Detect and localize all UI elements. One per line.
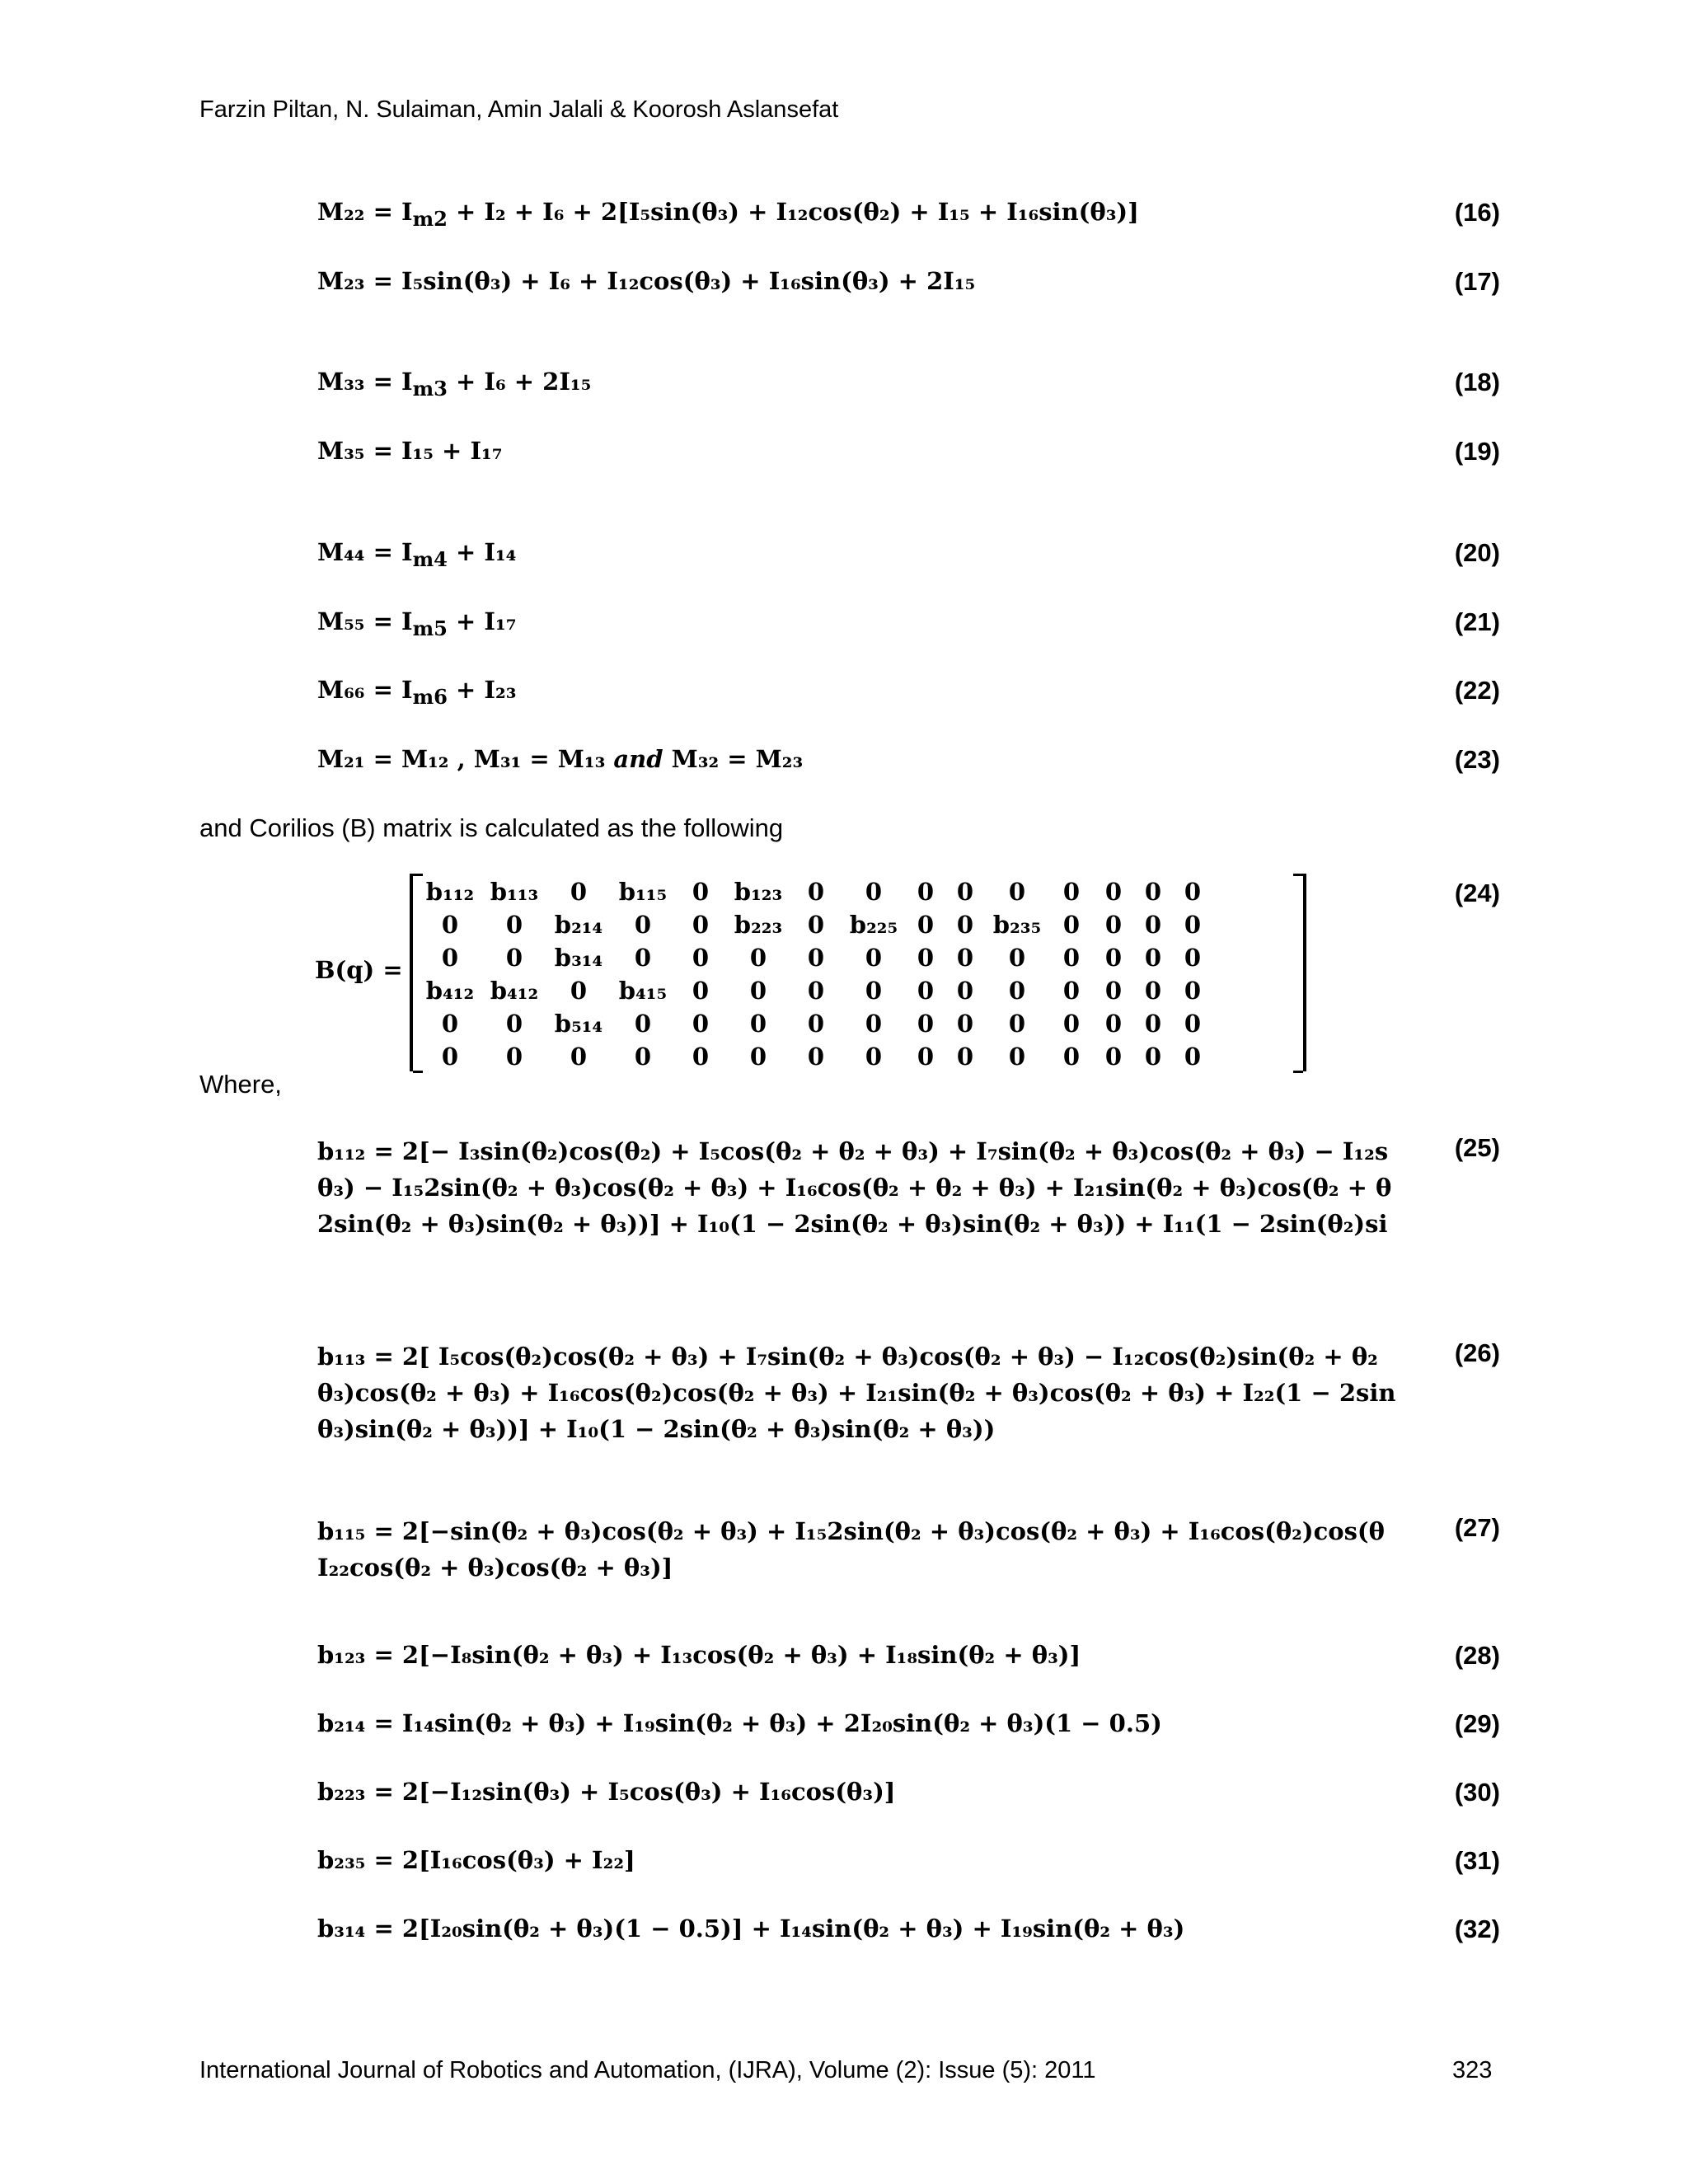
matrix-cell: 0 xyxy=(807,1010,825,1038)
matrix-cell: 0 xyxy=(956,944,974,972)
equation-22: $M_{66} = I_{m6} + I_{23}$ xyxy=(317,676,517,709)
equation-number-27: (27) xyxy=(1454,1513,1500,1542)
matrix-cell: 0 xyxy=(692,1010,710,1038)
matrix-cell: b₂₁₄ xyxy=(554,911,603,939)
matrix-label: B(q) = xyxy=(315,956,403,984)
matrix-cell: 0 xyxy=(917,911,935,939)
matrix-cell: b₄₁₂ xyxy=(425,977,475,1005)
page-number: 323 xyxy=(1452,2057,1493,2083)
matrix-cell: 0 xyxy=(1008,944,1026,972)
matrix-cell: 0 xyxy=(1144,977,1162,1005)
equation-20: $M_{44} = I_{m4} + I_{14}$ xyxy=(317,538,517,571)
matrix-cell: 0 xyxy=(1104,911,1123,939)
running-header: Farzin Piltan, N. Sulaiman, Amin Jalali & Koorosh Aslansefat xyxy=(199,96,839,123)
equation-26-line-1: b₁₁₃ = 2[ I₅cos(θ₂)cos(θ₂ + θ₃) + I₇sin(θ₂ + θ₃)cos(θ₂ + θ₃) − I₁₂cos(θ₂)sin(θ₂ + θ₂ xyxy=(317,1343,1378,1371)
matrix-cell: 0 xyxy=(441,1010,459,1038)
matrix-row xyxy=(418,974,1212,1007)
equation-26-line-2: θ₃)cos(θ₂ + θ₃) + I₁₆cos(θ₂)cos(θ₂ + θ₃) + I₂₁sin(θ₂ + θ₃)cos(θ₂ + θ₃) + I₂₂(1 − 2sin xyxy=(317,1379,1396,1407)
equation-number-31: (31) xyxy=(1454,1846,1500,1875)
matrix-cell: 0 xyxy=(570,1043,588,1071)
matrix-cell: 0 xyxy=(1062,1043,1081,1071)
matrix-cell: 0 xyxy=(1144,878,1162,906)
equation-19: M₃₅ = I₁₅ + I₁₇ xyxy=(317,437,503,465)
equation-28: b₁₂₃ = 2[−I₈sin(θ₂ + θ₃) + I₁₃cos(θ₂ + θ₃) + I₁₈sin(θ₂ + θ₃)] xyxy=(317,1641,1081,1669)
where-label: Where, xyxy=(199,1070,282,1099)
matrix-table xyxy=(418,875,1212,1073)
equation-number-28: (28) xyxy=(1454,1641,1500,1670)
matrix-cell: 0 xyxy=(917,1010,935,1038)
matrix-cell: 0 xyxy=(865,1043,883,1071)
equation-26 xyxy=(317,1338,1405,1447)
matrix-cell: 0 xyxy=(749,977,767,1005)
matrix-cell: 0 xyxy=(1184,878,1202,906)
equation-number-17: (17) xyxy=(1454,267,1500,296)
equation-30: b₂₂₃ = 2[−I₁₂sin(θ₃) + I₅cos(θ₃) + I₁₆cos(θ₃)] xyxy=(317,1778,896,1806)
equation-27 xyxy=(317,1513,1405,1586)
matrix-cell: 0 xyxy=(1008,878,1026,906)
equation-number-18: (18) xyxy=(1454,368,1500,396)
matrix-cell: 0 xyxy=(570,977,588,1005)
matrix-cell: 0 xyxy=(634,944,652,972)
equation-number-20: (20) xyxy=(1454,538,1500,567)
matrix-cell: 0 xyxy=(1184,1043,1202,1071)
matrix-cell: 0 xyxy=(1008,1043,1026,1071)
matrix-cell: 0 xyxy=(634,1010,652,1038)
journal-footer: International Journal of Robotics and Automation, (IJRA), Volume (2): Issue (5): 2011 xyxy=(199,2057,1096,2083)
matrix-cell: 0 xyxy=(692,977,710,1005)
matrix-cell: 0 xyxy=(807,977,825,1005)
equation-number-24: (24) xyxy=(1454,879,1500,907)
equation-number-25: (25) xyxy=(1454,1133,1500,1162)
matrix-cell: 0 xyxy=(865,1010,883,1038)
equation-27-line-2: I₂₂cos(θ₂ + θ₃)cos(θ₂ + θ₃)] xyxy=(317,1554,673,1582)
equation-number-32: (32) xyxy=(1454,1915,1500,1943)
matrix-cell: 0 xyxy=(505,911,523,939)
equation-27-line-1: b₁₁₅ = 2[−sin(θ₂ + θ₃)cos(θ₂ + θ₃) + I₁₅2sin(θ₂ + θ₃)cos(θ₂ + θ₃) + I₁₆cos(θ₂)cos(θ xyxy=(317,1517,1385,1545)
equation-number-16: (16) xyxy=(1454,198,1500,227)
matrix-cell: b₂₃₅ xyxy=(992,911,1042,939)
matrix-cell: 0 xyxy=(865,944,883,972)
matrix-cell: 0 xyxy=(1104,944,1123,972)
matrix-cell: 0 xyxy=(505,1043,523,1071)
matrix-cell: 0 xyxy=(956,977,974,1005)
matrix-cell: 0 xyxy=(692,944,710,972)
matrix-cell: 0 xyxy=(1184,1010,1202,1038)
matrix-cell: 0 xyxy=(692,1043,710,1071)
matrix-cell: 0 xyxy=(917,977,935,1005)
equation-number-26: (26) xyxy=(1454,1338,1500,1367)
matrix-cell: 0 xyxy=(865,878,883,906)
matrix-cell: 0 xyxy=(1144,911,1162,939)
matrix-cell: 0 xyxy=(692,878,710,906)
equation-number-29: (29) xyxy=(1454,1709,1500,1738)
matrix-cell: 0 xyxy=(505,1010,523,1038)
matrix-cell: 0 xyxy=(1062,977,1081,1005)
matrix-cell: 0 xyxy=(917,878,935,906)
matrix-cell: 0 xyxy=(749,944,767,972)
equation-32: b₃₁₄ = 2[I₂₀sin(θ₂ + θ₃)(1 − 0.5)] + I₁₄sin(θ₂ + θ₃) + I₁₉sin(θ₂ + θ₃) xyxy=(317,1915,1185,1943)
matrix-cell: 0 xyxy=(1062,1010,1081,1038)
matrix-cell: b₁₁₅ xyxy=(618,878,668,906)
matrix-cell: 0 xyxy=(441,1043,459,1071)
matrix-cell: 0 xyxy=(807,944,825,972)
matrix-cell: 0 xyxy=(807,1043,825,1071)
equation-16: $M_{22} = I_{m2} + I_2 + I_6 + 2[I_5\sin(\theta_3) + I_{12}\cos(\theta_2) + I_{15} + I_{16}\sin(\theta_3)]$ xyxy=(317,198,1139,231)
matrix-cell: 0 xyxy=(865,977,883,1005)
matrix-cell: 0 xyxy=(1144,1043,1162,1071)
matrix-cell: 0 xyxy=(1104,977,1123,1005)
equation-25-line-3: 2sin(θ₂ + θ₃)sin(θ₂ + θ₃))] + I₁₀(1 − 2sin(θ₂ + θ₃)sin(θ₂ + θ₃)) + I₁₁(1 − 2sin(θ₂)si xyxy=(317,1210,1388,1238)
matrix-cell: 0 xyxy=(1104,1010,1123,1038)
matrix-cell: 0 xyxy=(956,911,974,939)
matrix-row xyxy=(418,875,1212,908)
matrix-cell: 0 xyxy=(807,878,825,906)
matrix-cell: 0 xyxy=(1008,1010,1026,1038)
equation-18: $M_{33} = I_{m3} + I_6 + 2I_{15}$ xyxy=(317,368,592,401)
matrix-cell: 0 xyxy=(917,944,935,972)
matrix-cell: 0 xyxy=(1104,1043,1123,1071)
matrix-cell: b₃₁₄ xyxy=(554,944,603,972)
matrix-row xyxy=(418,1040,1212,1073)
matrix-cell: 0 xyxy=(1062,944,1081,972)
equation-25-line-1: b₁₁₂ = 2[− I₃sin(θ₂)cos(θ₂) + I₅cos(θ₂ + θ₂ + θ₃) + I₇sin(θ₂ + θ₃)cos(θ₂ + θ₃) − I₁₂s xyxy=(317,1137,1389,1165)
matrix-cell: 0 xyxy=(1008,977,1026,1005)
matrix-cell: 0 xyxy=(956,1010,974,1038)
matrix-cell: b₄₁₂ xyxy=(490,977,539,1005)
equation-25 xyxy=(317,1133,1405,1242)
equation-17: M₂₃ = I₅sin(θ₃) + I₆ + I₁₂cos(θ₃) + I₁₆sin(θ₃) + 2I₁₅ xyxy=(317,267,976,295)
matrix-cell: 0 xyxy=(570,878,588,906)
matrix-cell: 0 xyxy=(1144,1010,1162,1038)
matrix-cell: 0 xyxy=(441,911,459,939)
intro-paragraph: and Corilios (B) matrix is calculated as the following xyxy=(199,813,784,842)
matrix-cell: 0 xyxy=(1062,878,1081,906)
matrix-cell: b₁₁₂ xyxy=(425,878,475,906)
matrix-cell: 0 xyxy=(956,878,974,906)
equation-number-21: (21) xyxy=(1454,607,1500,636)
matrix-cell: b₄₁₅ xyxy=(618,977,668,1005)
matrix-row xyxy=(418,908,1212,941)
matrix-cell: b₅₁₄ xyxy=(554,1010,603,1038)
matrix-cell: b₂₂₅ xyxy=(849,911,898,939)
matrix-cell: b₁₂₃ xyxy=(734,878,783,906)
matrix-cell: 0 xyxy=(505,944,523,972)
equation-31: b₂₃₅ = 2[I₁₆cos(θ₃) + I₂₂] xyxy=(317,1846,635,1874)
matrix-cell: 0 xyxy=(917,1043,935,1071)
equation-number-19: (19) xyxy=(1454,437,1500,466)
equation-number-30: (30) xyxy=(1454,1778,1500,1807)
matrix-row xyxy=(418,1007,1212,1040)
equation-number-22: (22) xyxy=(1454,676,1500,705)
matrix-cell: 0 xyxy=(692,911,710,939)
equation-25-line-2: θ₃) − I₁₅2sin(θ₂ + θ₃)cos(θ₂ + θ₃) + I₁₆cos(θ₂ + θ₂ + θ₃) + I₂₁sin(θ₂ + θ₃)cos(θ₂ + θ xyxy=(317,1174,1392,1202)
matrix-cell: 0 xyxy=(1184,977,1202,1005)
matrix-cell: 0 xyxy=(956,1043,974,1071)
equation-23: M₂₁ = M₁₂ , M₃₁ = M₁₃ and M₃₂ = M₂₃ xyxy=(317,745,804,773)
matrix-cell: b₁₁₃ xyxy=(490,878,539,906)
matrix-cell: 0 xyxy=(749,1043,767,1071)
matrix-cell: 0 xyxy=(1062,911,1081,939)
coriolis-matrix xyxy=(315,874,1325,1071)
equation-21: $M_{55} = I_{m5} + I_{17}$ xyxy=(317,607,517,640)
matrix-cell: 0 xyxy=(441,944,459,972)
equation-26-line-3: θ₃)sin(θ₂ + θ₃))] + I₁₀(1 − 2sin(θ₂ + θ₃)sin(θ₂ + θ₃)) xyxy=(317,1415,996,1443)
matrix-cell: 0 xyxy=(1144,944,1162,972)
matrix-cell: 0 xyxy=(807,911,825,939)
equation-29: b₂₁₄ = I₁₄sin(θ₂ + θ₃) + I₁₉sin(θ₂ + θ₃) + 2I₂₀sin(θ₂ + θ₃)(1 − 0.5) xyxy=(317,1709,1162,1737)
matrix-cell: 0 xyxy=(749,1010,767,1038)
matrix-cell: b₂₂₃ xyxy=(734,911,783,939)
matrix-cell: 0 xyxy=(1184,911,1202,939)
matrix-cell: 0 xyxy=(634,1043,652,1071)
matrix-cell: 0 xyxy=(1184,944,1202,972)
matrix-cell: 0 xyxy=(1104,878,1123,906)
matrix-cell: 0 xyxy=(634,911,652,939)
matrix-row xyxy=(418,941,1212,974)
equation-number-23: (23) xyxy=(1454,745,1500,774)
